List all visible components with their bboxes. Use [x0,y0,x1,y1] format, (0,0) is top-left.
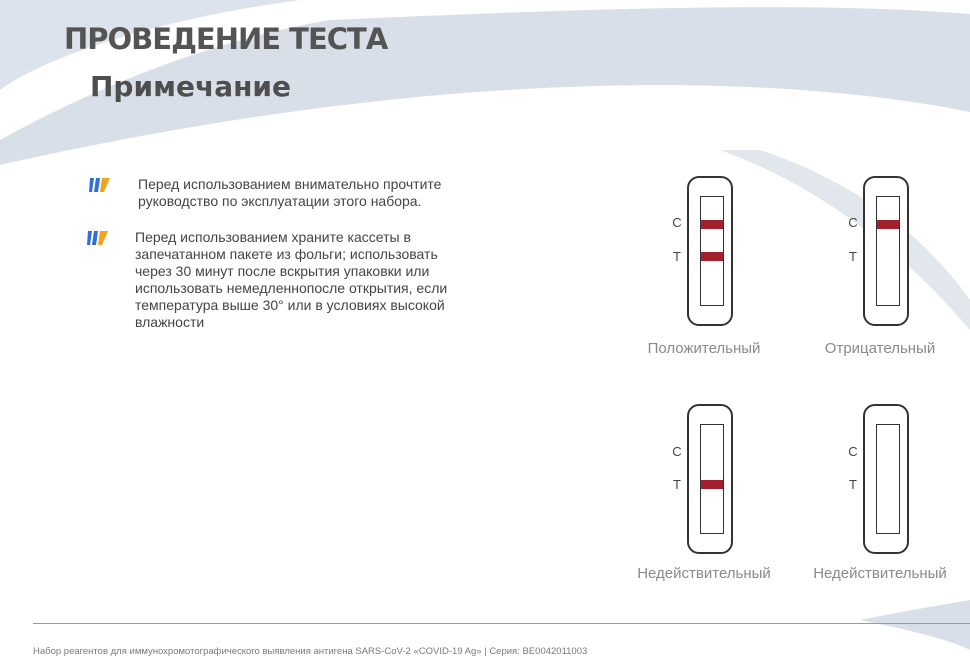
test-band [701,252,723,261]
test-band [701,480,723,489]
test-line-label: T [849,249,857,264]
result-label-invalid-2: Недействительный [813,565,947,582]
control-band [701,220,723,229]
test-cassette-invalid-1 [687,404,733,554]
control-band [877,220,899,229]
result-window [700,424,724,534]
result-label-invalid-1: Недействительный [637,565,771,582]
page-title: ПРОВЕДЕНИЕ ТЕСТА [64,22,388,56]
test-line-label: T [673,249,681,264]
test-cassette-invalid-2 [863,404,909,554]
test-cassette-negative [863,176,909,326]
test-line-label: T [673,477,681,492]
control-line-label: C [672,444,682,459]
result-label-positive: Положительный [647,340,761,357]
result-window [876,196,900,306]
logo-stroke-1 [89,178,94,192]
test-line-label: T [849,477,857,492]
note-2-text: Перед использованием храните кассеты в запечатанном пакете из фольги; использовать через 30 минут после вскрытия упаковки или использовать немедленнопосле открытия, если температура выше 30° или в условиях высокой влажности [135,229,448,330]
result-window [700,196,724,306]
result-label-negative: Отрицательный [824,340,936,357]
footer-text: Набор реагентов для иммунохромотографического выявления антигена SARS-CoV-2 «COVID-19 Ag» | Серия: BE0042011003 [33,646,588,657]
control-line-label: C [848,215,858,230]
section-subtitle: Примечание [90,70,292,103]
logo-stroke-2 [92,231,98,245]
logo-stroke-3 [98,231,108,245]
control-line-label: C [672,215,682,230]
test-cassette-positive [687,176,733,326]
footer-divider [33,623,970,624]
logo-stroke-1 [87,231,92,245]
brand-logo-icon [89,176,111,194]
result-window [876,424,900,534]
control-line-label: C [848,444,858,459]
note-1-text: Перед использованием внимательно прочтите руководство по эксплуатации этого набора. [138,176,442,209]
logo-stroke-2 [94,178,100,192]
brand-logo-icon [87,229,109,247]
logo-stroke-3 [100,178,110,192]
